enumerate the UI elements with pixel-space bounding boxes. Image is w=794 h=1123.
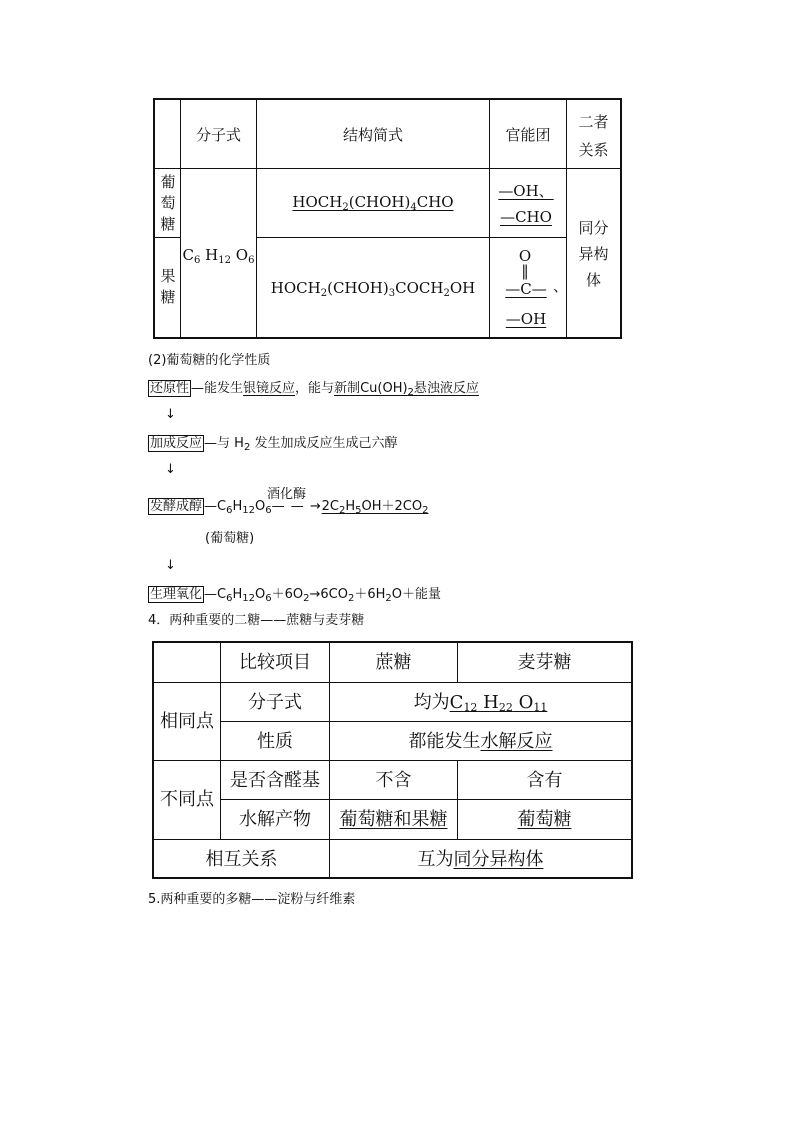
catalyst-label: 酒化酶	[267, 487, 307, 502]
relation-label: 相互关系	[205, 849, 278, 870]
header-sucrose: 蔗糖	[375, 652, 412, 673]
property-reducing: 还原性 —能发生银镜反应，能与新制$Cu(OH)_2$悬浊液反应	[150, 381, 479, 398]
header-structure: 结构简式	[342, 126, 403, 144]
relation-line: 体	[585, 271, 601, 289]
property-fermentation: 发酵成醇 $—C_6H_{12}O_6—$ — $\to 2C_2H_5OH+2CO_2$	[150, 499, 429, 516]
row-name-char: 糖	[160, 288, 176, 306]
disaccharide-table	[152, 641, 633, 879]
fructose-group-separator: 、	[553, 277, 569, 295]
row-name-char: 糖	[160, 215, 176, 233]
property-label: 生理氧化	[150, 587, 203, 602]
sucrose-aldehyde: 不含	[375, 770, 412, 791]
fructose-group-double-bond: ‖	[521, 262, 529, 280]
down-arrow-icon: ↓	[165, 407, 176, 422]
glucose-note: (葡萄糖)	[205, 531, 255, 546]
relation-line: 异构	[578, 245, 609, 263]
down-arrow-icon: ↓	[165, 462, 176, 477]
row-name-glucose	[157, 172, 179, 235]
fresh-prep: 新制	[334, 381, 361, 396]
section2-title: (2)葡萄糖的化学性质	[148, 353, 271, 368]
cuoh2-reaction: $Cu(OH)_2$悬浊液反应	[360, 381, 479, 398]
maltose-aldehyde: 含有	[526, 770, 563, 791]
header-formula: 分子式	[195, 126, 241, 144]
row-name-char: 果	[160, 267, 176, 285]
grid-line	[256, 237, 566, 238]
header-item: 比较项目	[239, 652, 311, 673]
header-maltose: 麦芽糖	[517, 652, 572, 673]
row-name-char: 葡	[160, 173, 176, 191]
sugar-structure-table	[153, 98, 622, 339]
hydrolysis-reaction: 水解反应	[480, 731, 553, 752]
fructose-group-carbonyl: —C—	[505, 280, 547, 298]
molecular-formula: $C_6$ $H_{12}$ $O_6$	[182, 246, 255, 266]
dashed-arrow-icon: — — →	[271, 499, 322, 514]
silver-mirror-reaction: 银镜反应	[243, 381, 296, 396]
diff-points-label: 不同点	[160, 789, 214, 810]
row-name-fructose	[157, 266, 179, 308]
item-hydrolysis-product: 水解产物	[239, 809, 311, 830]
sucrose-product: 葡萄糖和果糖	[339, 809, 448, 830]
same-points-label: 相同点	[160, 711, 214, 732]
section5-title: 5.两种重要的多糖——淀粉与纤维素	[148, 892, 356, 907]
fructose-group-o: O	[518, 247, 532, 265]
row-name-char: 萄	[160, 194, 176, 212]
glucose-structure: $HOCH_2(CHOH)_4CHO$	[292, 193, 454, 213]
grid-line	[155, 237, 180, 238]
relation-line: 同分	[578, 219, 609, 237]
property-oxidation: 生理氧化 $—C_6H_{12}O_6+6O_2\to 6CO_2+6H_2O+$能量	[150, 587, 441, 604]
property-addition: 加成反应 —与 $H_2$ 发生加成反应生成己六醇	[150, 436, 398, 453]
relation-value: 互为同分异构体	[417, 849, 544, 870]
fructose-group-oh: —OH	[505, 310, 547, 328]
item-aldehyde: 是否含醛基	[230, 770, 320, 791]
item-property: 性质	[257, 731, 293, 752]
section4-title: 4．两种重要的二糖——蔗糖与麦芽糖	[148, 613, 365, 628]
item-formula: 分子式	[248, 692, 302, 713]
grid-line	[155, 168, 620, 169]
header-relation-line1: 二者	[578, 113, 609, 131]
header-functional-group: 官能团	[505, 126, 551, 144]
property-label: 发酵成醇	[150, 499, 203, 514]
property-label: 还原性	[150, 381, 190, 396]
formula-value: 均为$C_{12}$ $H_{22}$ $O_{11}$	[413, 692, 548, 714]
isomer-term: 同分异构体	[453, 849, 544, 870]
property-value: 都能发生水解反应	[408, 731, 553, 752]
glucose-group-cho: —CHO	[500, 208, 552, 226]
fructose-structure: $HOCH_2(CHOH)_3COCH_2OH$	[270, 279, 476, 299]
glucose-group-oh: —OH、	[498, 182, 554, 200]
header-relation-line2: 关系	[578, 141, 609, 159]
down-arrow-icon: ↓	[165, 558, 176, 573]
maltose-product: 葡萄糖	[517, 809, 572, 830]
property-label: 加成反应	[150, 436, 203, 451]
